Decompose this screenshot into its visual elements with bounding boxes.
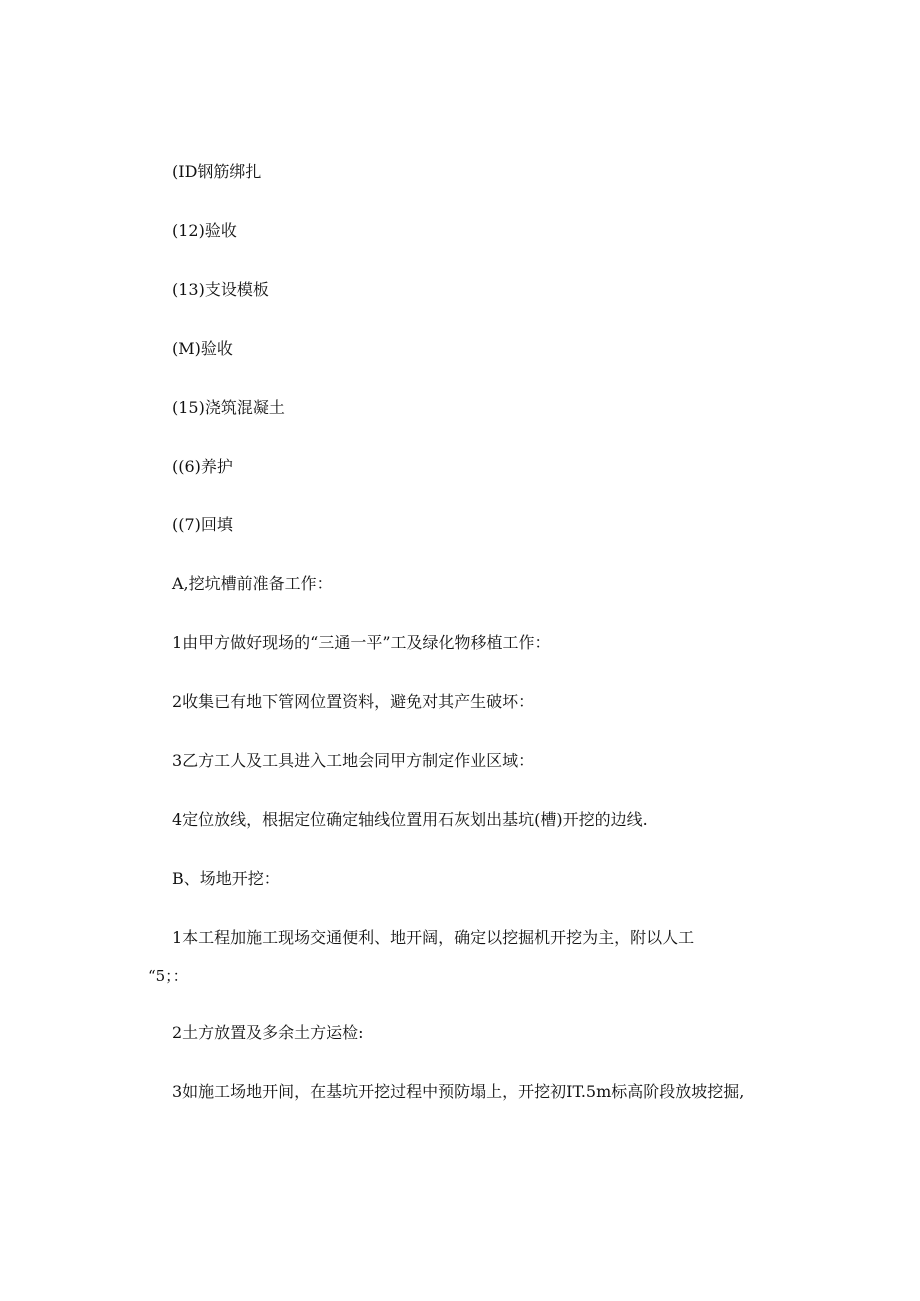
list-item-14: (M)验收 [172,339,233,358]
list-item-15: (15)浇筑混凝土 [172,398,285,417]
list-item-17: ((7)回填 [172,515,233,534]
paragraph-b2: 2土方放置及多余土方运检: [172,1023,364,1042]
list-item-13: (13)支设模板 [172,280,269,299]
section-heading-a: A,挖坑槽前准备工作： [172,574,333,593]
paragraph-b1-continuation: “5；： [148,967,188,985]
paragraph-a2: 2收集已有地下管网位置资料，避免对其产生破坏： [172,692,535,711]
paragraph-a1: 1由甲方做好现场的“三通一平”工及绿化物移植工作： [172,633,551,652]
list-item-11: (ID钢筋绑扎 [172,162,262,181]
paragraph-b3: 3如施工场地开间，在基坑开挖过程中预防塌上，开挖初IT.5m标高阶段放坡挖掘, [172,1082,745,1101]
paragraph-a4: 4定位放线，根据定位确定轴线位置用石灰划出基坑(槽)开挖的边线. [172,810,648,829]
paragraph-a3: 3乙方工人及工具进入工地会同甲方制定作业区域： [172,751,535,770]
list-item-16: ((6)养护 [172,457,233,476]
section-heading-b: B、场地开挖： [172,869,280,888]
paragraph-b1: 1本工程加施工现场交通便利、地开阔，确定以挖掘机开挖为主，附以人工 [172,928,695,947]
list-item-12: (12)验收 [172,221,237,240]
